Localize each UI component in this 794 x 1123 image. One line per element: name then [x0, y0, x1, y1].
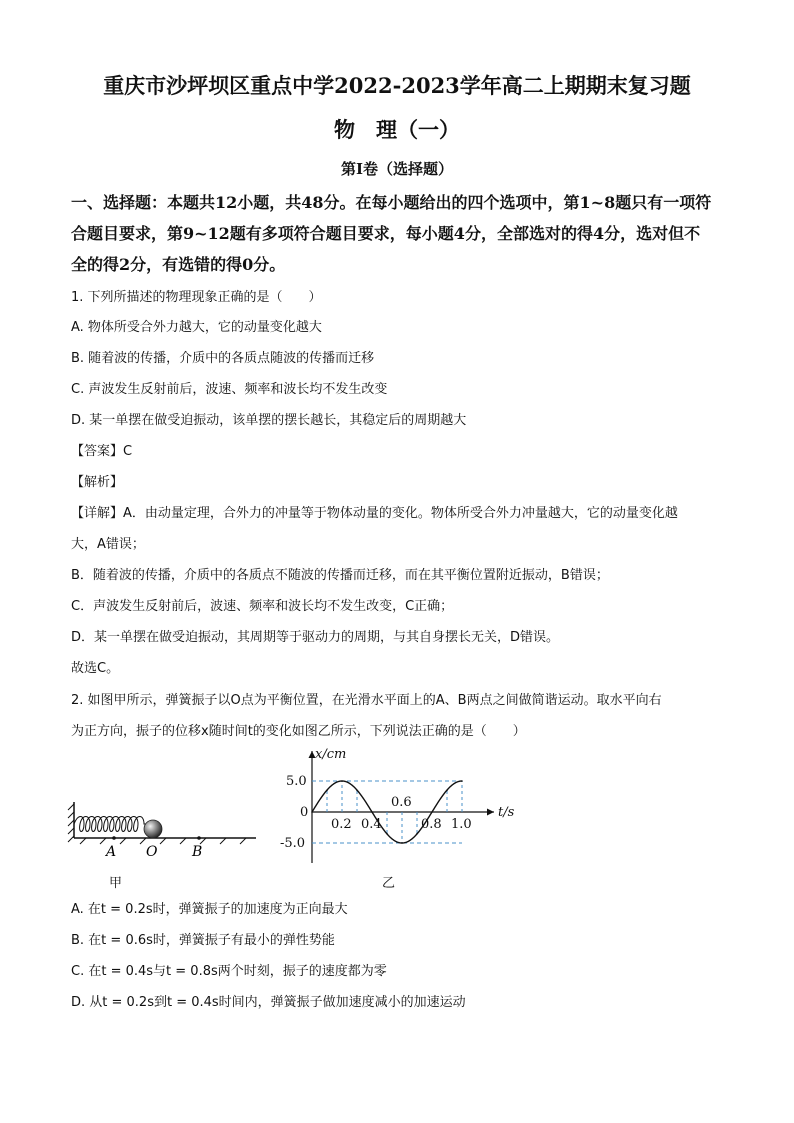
q1-detail-line: C．声波发生反射前后，波速、频率和波长均不发生改变，C正确；	[71, 599, 454, 614]
label-o: O	[146, 844, 158, 860]
y-axis-label: x/cm	[315, 747, 347, 762]
instruction-line: 一、选择题：本题共12小题，共48分。在每小题给出的四个选项中，第1~8题只有一项符	[71, 193, 712, 212]
q1-option-a: A. 物体所受合外力越大，它的动量变化越大	[71, 320, 322, 335]
x-tick-label: 0.8	[421, 817, 442, 832]
wall-hatching	[68, 804, 74, 842]
exam-subtitle: 物 理（一）	[334, 117, 460, 142]
q1-detail-line: D．某一单摆在做受迫振动，其周期等于驱动力的周期，与其自身摆长无关，D错误。	[71, 630, 560, 645]
q1-option-c: C. 声波发生反射前后，波速、频率和波长均不发生改变	[71, 382, 388, 397]
q2-option-c: C. 在t = 0.4s与t = 0.8s两个时刻，振子的速度都为零	[71, 964, 387, 979]
q1-detail-line: 故选C。	[71, 661, 120, 676]
q1-detail-line: 大，A错误；	[71, 537, 145, 552]
data-point	[311, 811, 313, 813]
x-tick-label: 1.0	[451, 817, 472, 832]
q1-detail-line: B．随着波的传播，介质中的各质点不随波的传播而迁移，而在其平衡位置附近振动，B错误；	[71, 568, 609, 583]
data-point	[356, 790, 358, 792]
data-point	[401, 842, 403, 844]
data-point	[371, 811, 373, 813]
label-b: B	[192, 844, 203, 860]
spring-icon	[74, 817, 146, 832]
spring-oscillator-figure	[66, 790, 266, 860]
data-point	[386, 833, 388, 835]
x-axis-label: t/s	[498, 805, 515, 820]
q2-stem-line: 为正方向，振子的位移x随时间t的变化如图乙所示，下列说法正确的是（ ）	[71, 724, 526, 739]
y-tick-label: 0	[300, 805, 309, 820]
exam-title: 重庆市沙坪坝区重点中学2022-2023学年高二上期期末复习题	[103, 73, 691, 98]
q2-stem-line: 2. 如图甲所示，弹簧振子以O点为平衡位置，在光滑水平面上的A、B两点之间做简谐运动。取水平向右	[71, 693, 662, 708]
q1-detail-line: 【详解】A．由动量定理，合外力的冲量等于物体动量的变化。物体所受合外力冲量越大，它的动量变化越	[71, 506, 678, 521]
data-point	[461, 780, 463, 782]
label-a: A	[106, 844, 117, 860]
instruction-line: 全的得2分，有选错的得0分。	[71, 255, 286, 274]
displacement-time-chart	[276, 745, 526, 870]
figure-right-caption: 乙	[382, 876, 396, 891]
q2-option-b: B. 在t = 0.6s时，弹簧振子有最小的弹性势能	[71, 933, 335, 948]
section-heading: 第Ⅰ卷（选择题）	[340, 160, 454, 178]
floor-hatching	[80, 838, 246, 844]
q1-analysis-label: 【解析】	[71, 475, 124, 490]
x-tick-label: 0.6	[391, 795, 412, 810]
y-tick-label: 5.0	[286, 774, 307, 789]
data-point	[326, 790, 328, 792]
y-tick-label: -5.0	[280, 836, 306, 851]
point-a-dot	[112, 836, 116, 840]
q2-option-a: A. 在t = 0.2s时，弹簧振子的加速度为正向最大	[71, 902, 348, 917]
data-point	[431, 811, 433, 813]
data-point	[341, 780, 343, 782]
q2-option-d: D. 从t = 0.2s到t = 0.4s时间内，弹簧振子做加速度减小的加速运动	[71, 995, 466, 1010]
oscillator-ball-icon	[144, 820, 162, 838]
data-point	[446, 790, 448, 792]
data-point	[416, 833, 418, 835]
x-tick-label: 0.4	[361, 817, 382, 832]
q1-stem: 1. 下列所描述的物理现象正确的是（ ）	[71, 290, 322, 305]
point-b-dot	[197, 836, 201, 840]
instruction-line: 合题目要求，第9~12题有多项符合题目要求，每小题4分，全部选对的得4分，选对但不	[71, 224, 701, 243]
q1-option-d: D. 某一单摆在做受迫振动，该单摆的摆长越长，其稳定后的周期越大	[71, 413, 467, 428]
q1-option-b: B. 随着波的传播，介质中的各质点随波的传播而迁移	[71, 351, 375, 366]
figure-left-caption: 甲	[109, 876, 123, 891]
q1-answer: 【答案】C	[71, 444, 133, 459]
x-tick-label: 0.2	[331, 817, 352, 832]
